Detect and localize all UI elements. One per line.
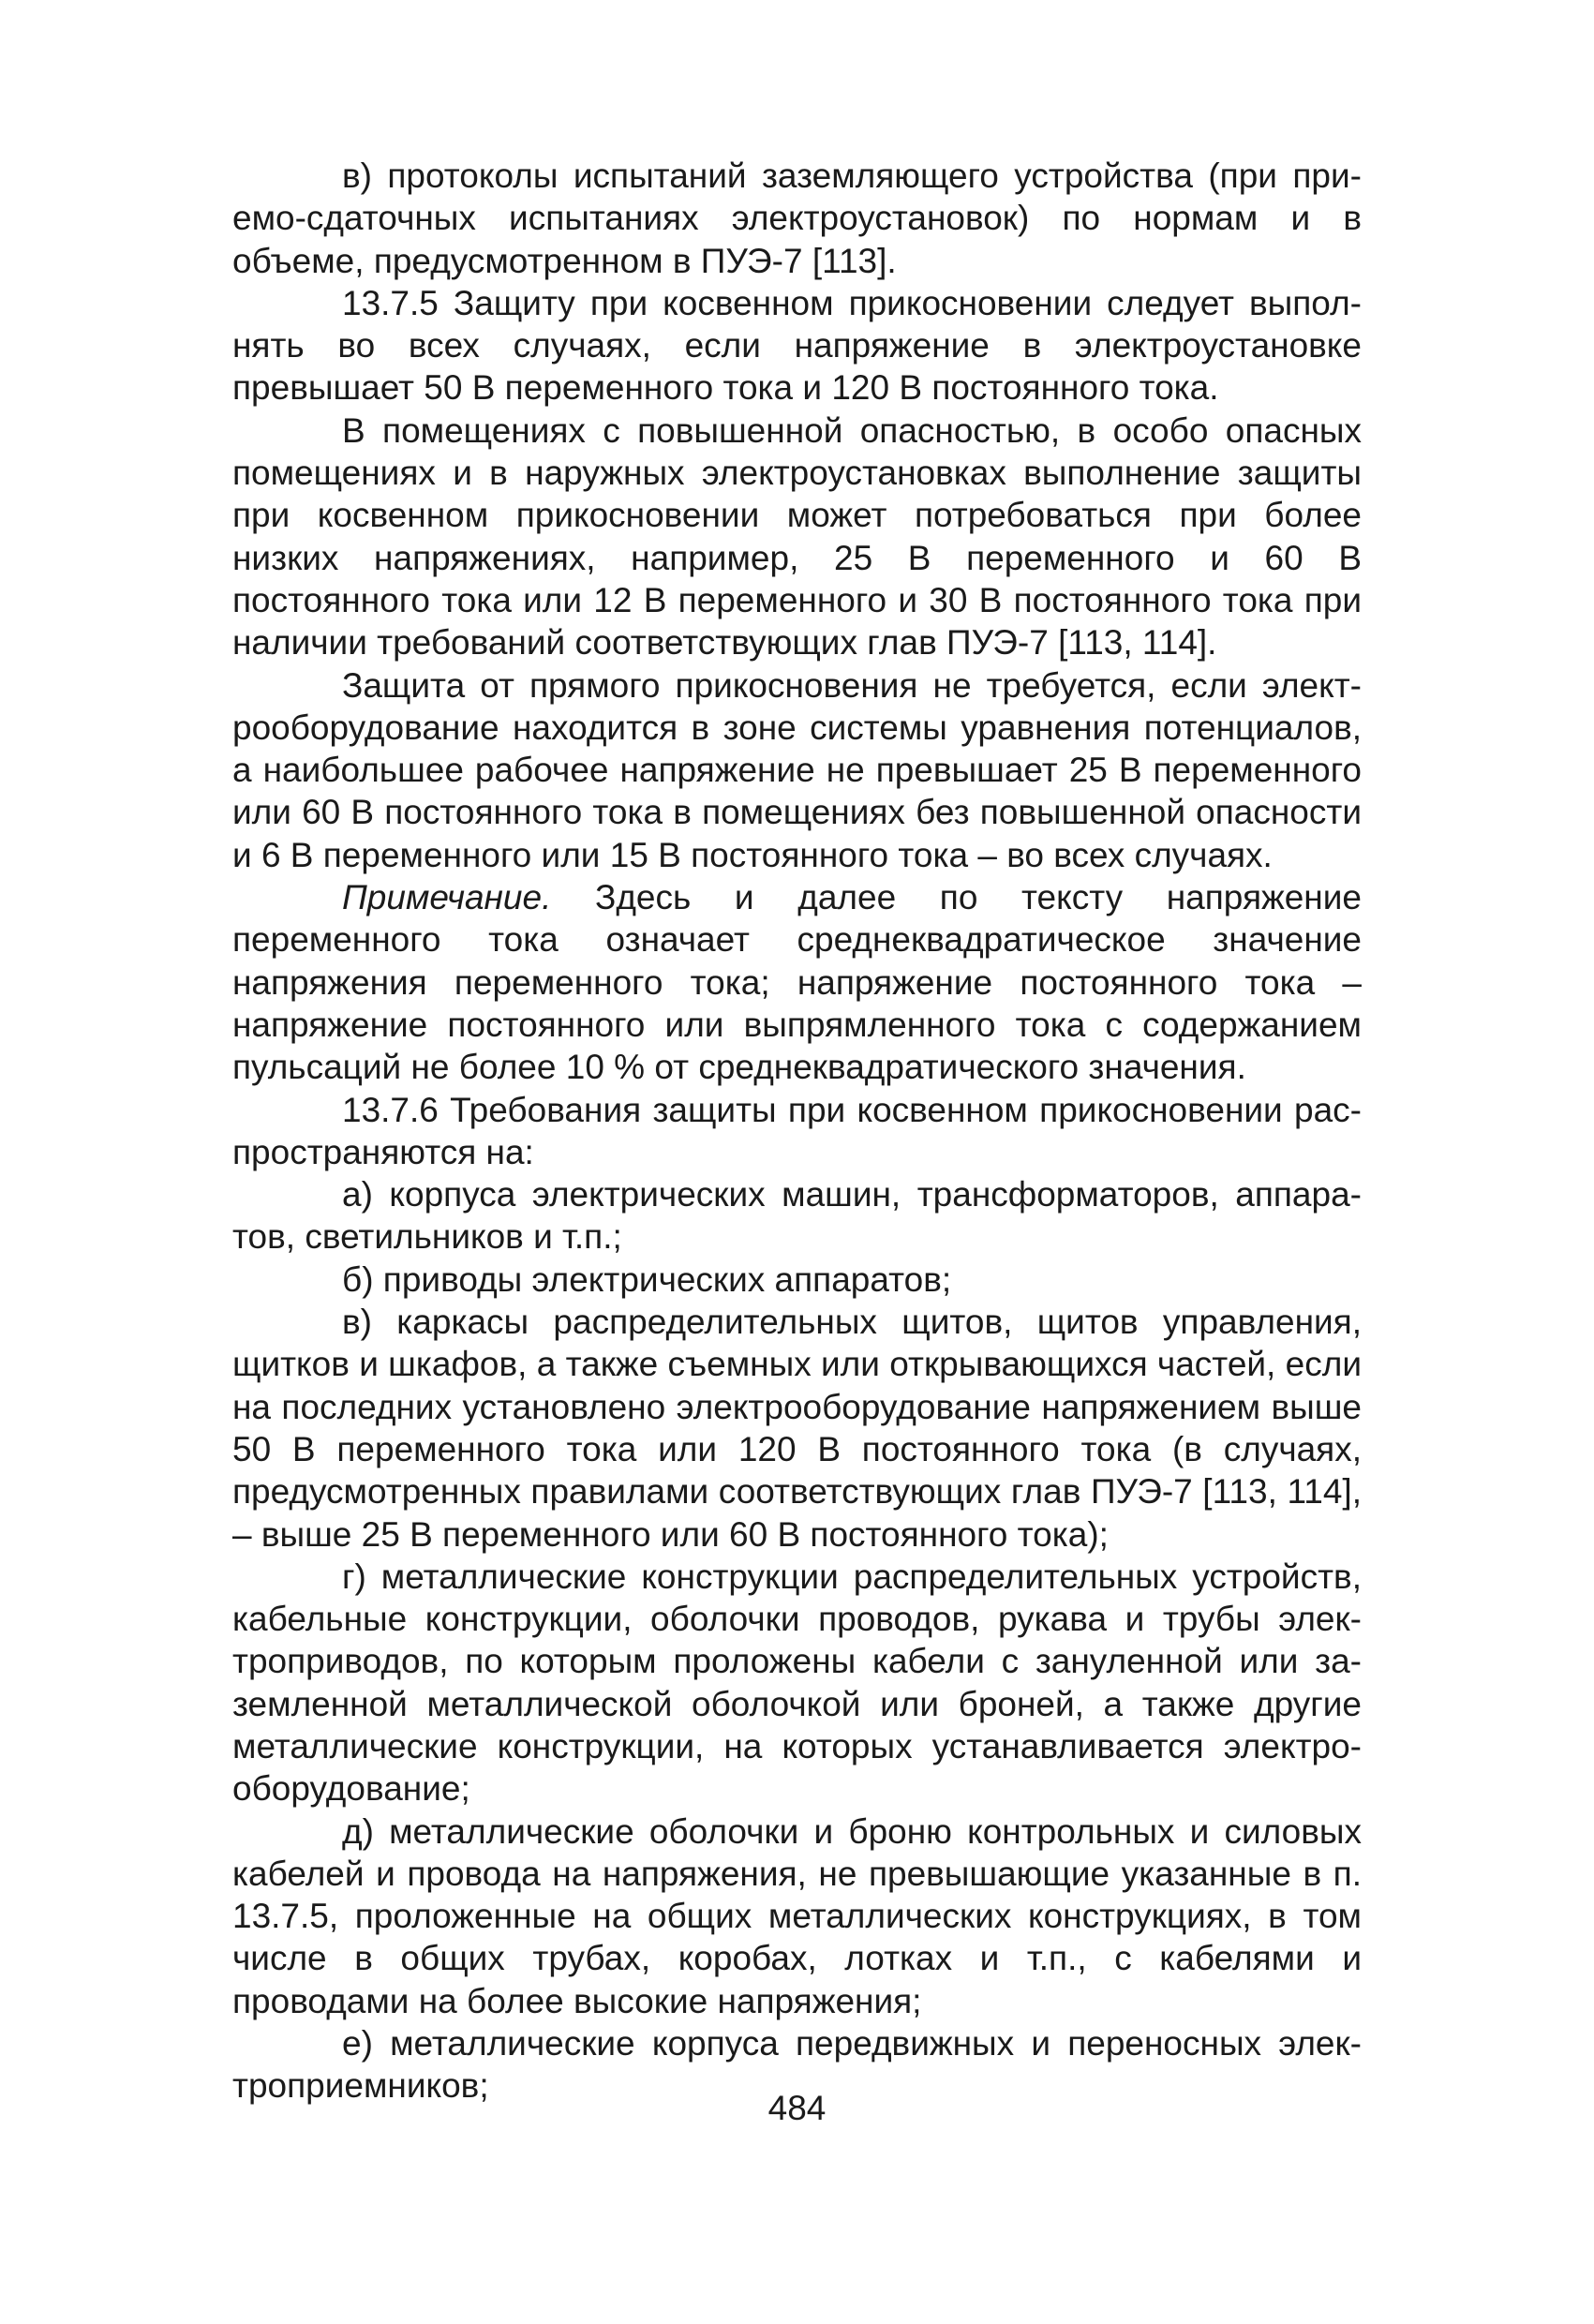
paragraph-text: 13.7.6 Требования защиты при косвенном прикосновении распространяются на:: [232, 1090, 1362, 1171]
list-item-g: [232, 1556, 1362, 1810]
note-label: Примечание.: [342, 878, 552, 917]
list-item-d: [232, 1810, 1362, 2022]
paragraph-high-danger-rooms: [232, 410, 1362, 664]
paragraph-text: в) протоколы испытаний заземляющего устройства (при приемо-сдаточных испытаниях электроустановок) по нормам и в объеме, предусмотренном в ПУЭ-7 [113].: [232, 156, 1362, 280]
paragraph-text: в) каркасы распределительных щитов, щитов управления, щитков и шкафов, а также съемных или открывающихся частей, если на последних установлено электрооборудование напряжением выше 50 В переменного тока или 120 В постоянного тока (в случаях, предусмотренных правилами соответствующих глав ПУЭ-7 [113, 114], – выше 25 В переменного или 60 В постоянного тока);: [232, 1303, 1362, 1554]
paragraph-text: а) корпуса электрических машин, трансформаторов, аппаратов, светильников и т.п.;: [232, 1175, 1362, 1257]
paragraph-13-7-6: [232, 1089, 1362, 1174]
paragraph-text: 13.7.5 Защиту при косвенном прикосновении следует выполнять во всех случаях, если напряжение в электроустановке превышает 50 В переменного тока и 120 В постоянного тока.: [232, 283, 1362, 408]
paragraph-text: Защита от прямого прикосновения не требуется, если электрооборудование находится в зоне системы уравнения потенциалов, а наибольшее рабочее напряжение не превышает 25 В переменного или 60 В постоянного тока в помещениях без повышенной опасности и 6 В переменного или 15 В постоянного тока – во всех случаях.: [232, 665, 1362, 874]
paragraph-13-7-5: [232, 282, 1362, 410]
list-item-b: [232, 1259, 1362, 1301]
paragraph-note: [232, 876, 1362, 1088]
page-number: 484: [767, 2089, 827, 2127]
paragraph-direct-contact: [232, 664, 1362, 876]
paragraph-protocols: [232, 155, 1362, 282]
list-item-a: [232, 1173, 1362, 1259]
paragraph-text: д) металлические оболочки и броню контрольных и силовых кабелей и провода на напряжения, не превышающие указанные в п. 13.7.5, проложенные на общих металлических конструкциях, в том числе в общих трубах, коробах, лотках и т.п., с кабелями и проводами на более высокие напряжения;: [232, 1811, 1362, 2020]
paragraph-text: В помещениях с повышенной опасностью, в особо опасных помещениях и в наружных электроустановках выполнение защиты при косвенном прикосновении может потребоваться при более низких напряжениях, например, 25 В переменного и 60 В постоянного тока или 12 В переменного и 30 В постоянного тока при наличии требований соответствующих глав ПУЭ-7 [113, 114].: [232, 410, 1362, 663]
paragraph-text: е) металлические корпуса передвижных и переносных электроприемников;: [232, 2024, 1362, 2106]
document-page: [232, 155, 1362, 2108]
paragraph-text: г) металлические конструкции распределительных устройств, кабельные конструкции, оболочки проводов, рукава и трубы электроприводов, по которым проложены кабели с зануленной или заземленной металлической оболочкой или броней, а также другие металлические конструкции, на которых устанавливается электрооборудование;: [232, 1557, 1362, 1809]
list-item-v: [232, 1301, 1362, 1556]
paragraph-text: б) приводы электрических аппаратов;: [342, 1259, 952, 1299]
paragraph-text: Здесь и далее по тексту напряжение переменного тока означает среднеквадратическое значение напряжения переменного тока; напряжение постоянного тока – напряжение постоянного или выпрямленного тока с содержанием пульсаций не более 10 % от среднеквадратического значения.: [232, 878, 1362, 1087]
